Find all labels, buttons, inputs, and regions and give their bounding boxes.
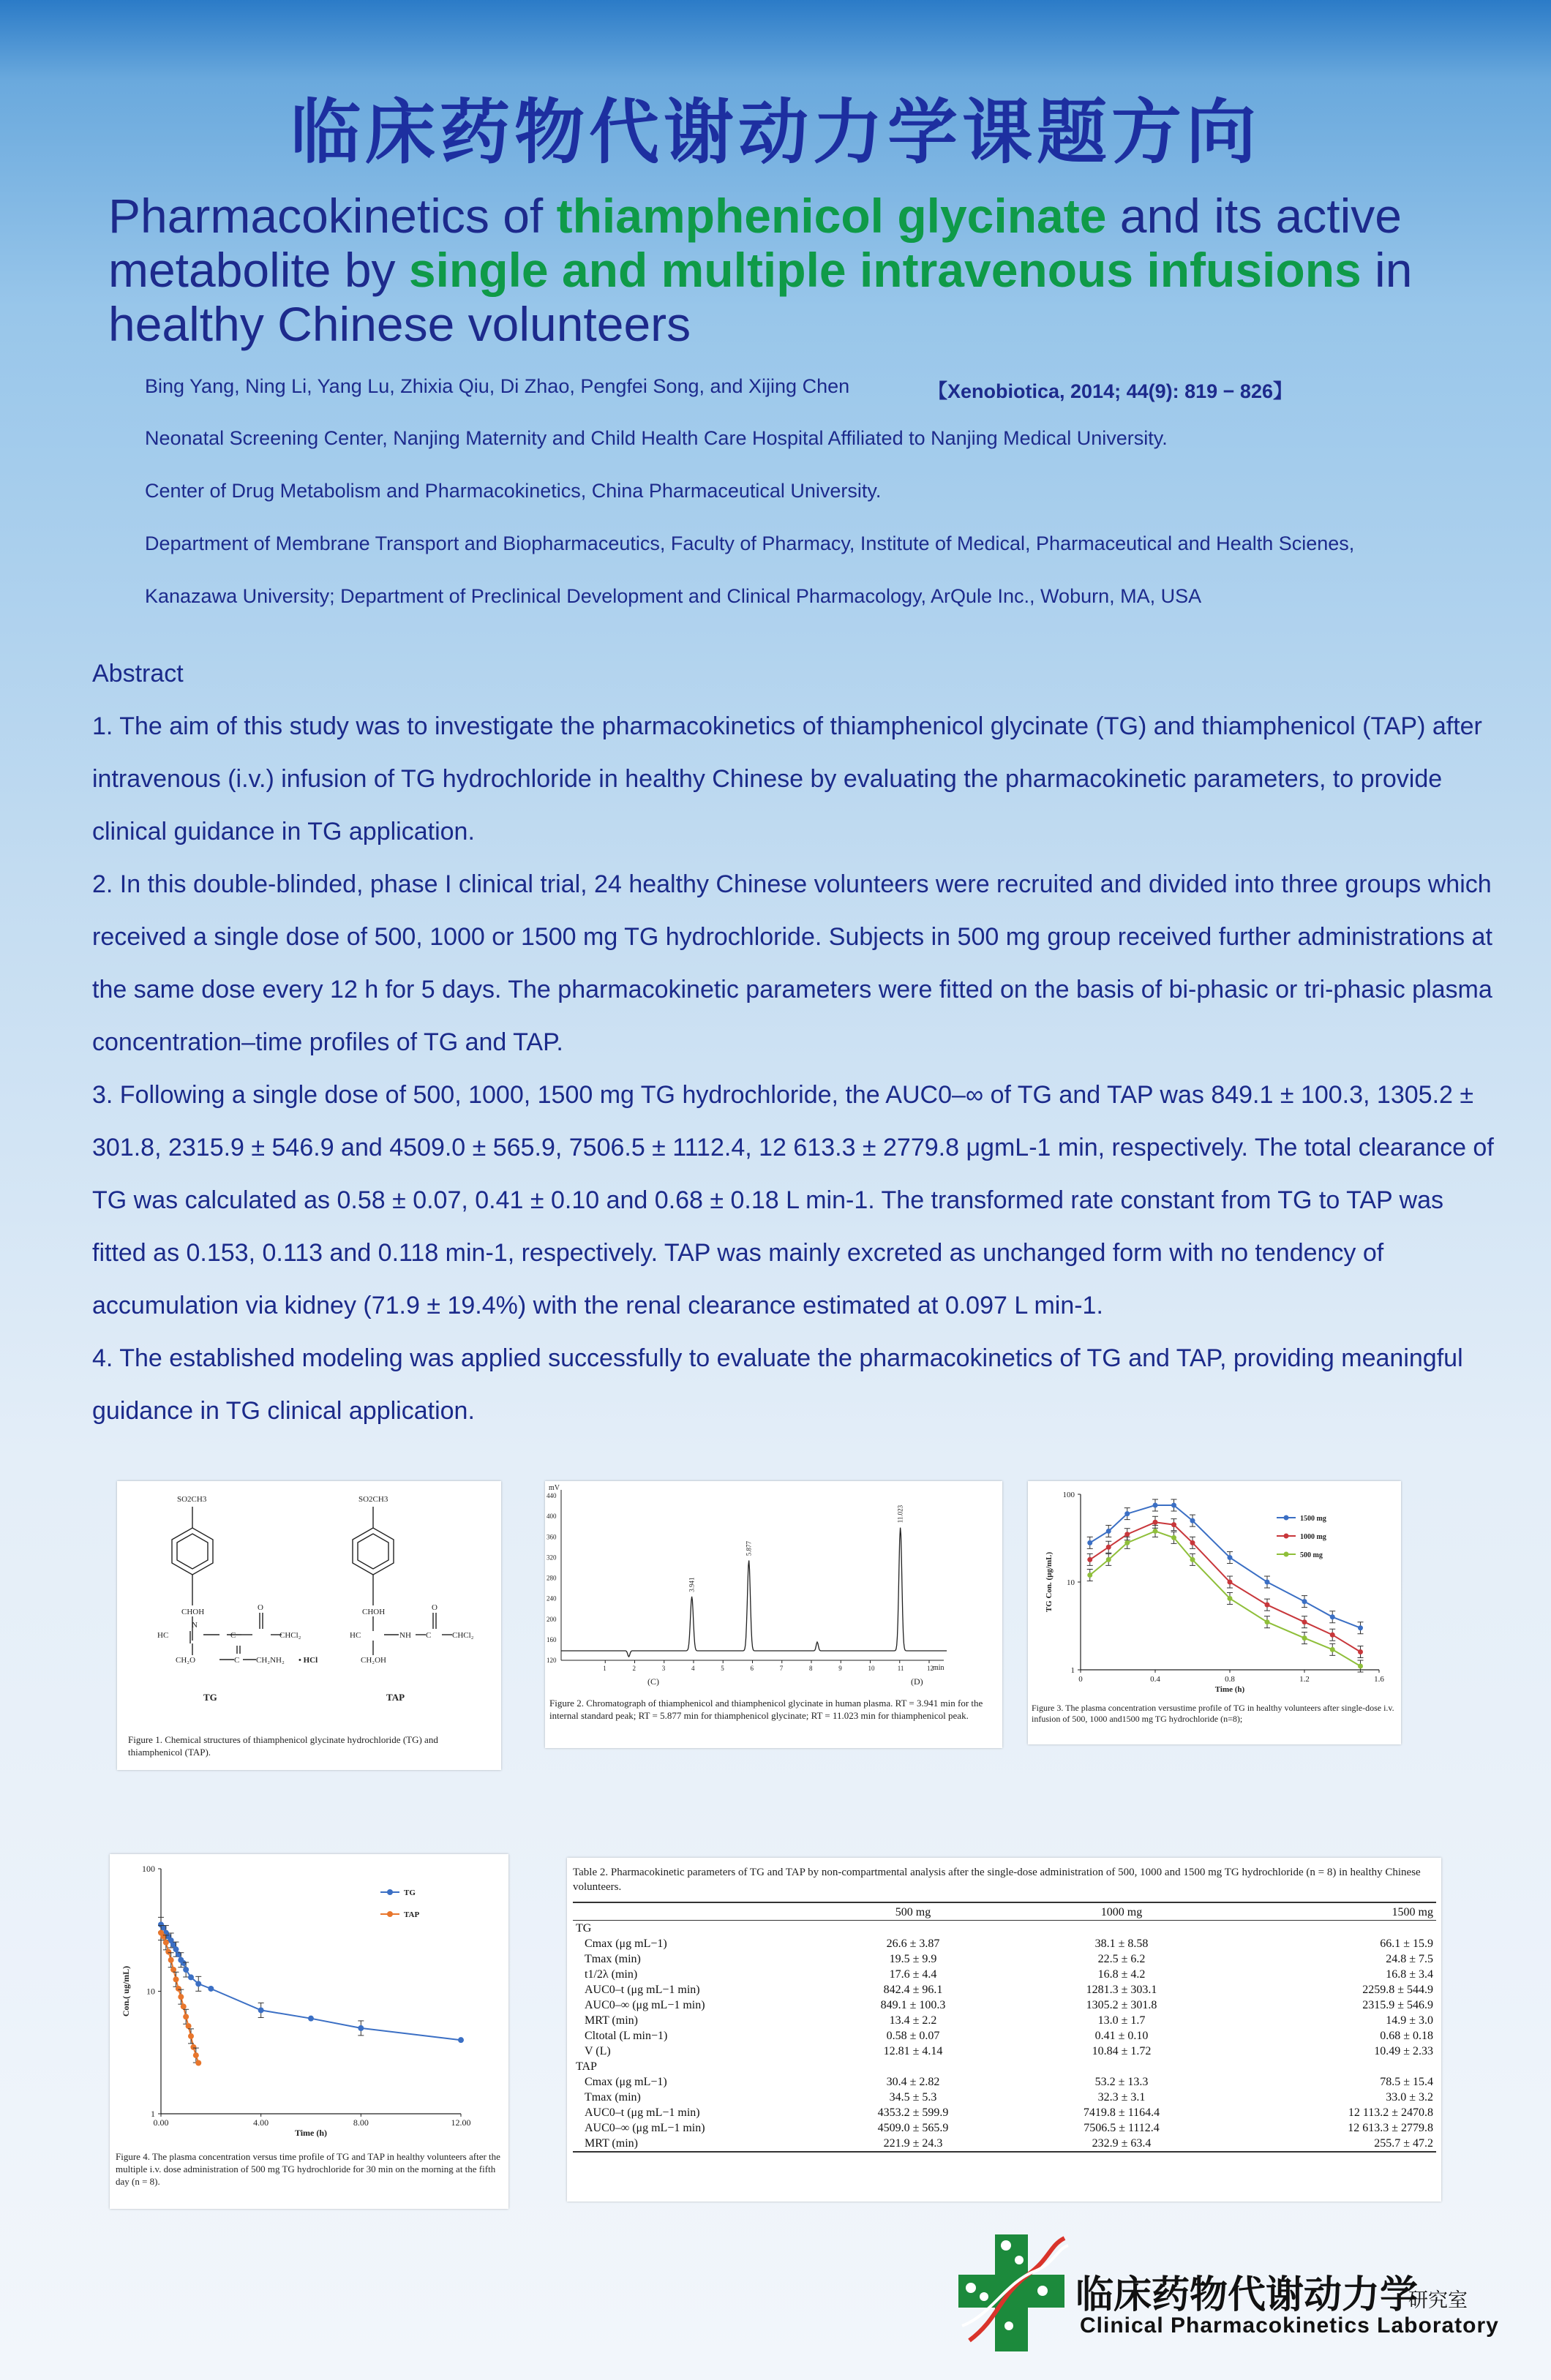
legend-marker	[387, 1911, 393, 1917]
data-point	[1358, 1649, 1363, 1654]
table-row	[573, 2028, 1436, 2044]
data-point	[160, 1934, 166, 1940]
chrom-y-unit: mV	[549, 1484, 560, 1492]
chrom-peak-label: 3.941	[688, 1577, 696, 1592]
figure-2	[545, 1481, 1002, 1748]
table-row	[573, 1936, 1436, 1951]
table-cell: Tmax (min)	[585, 1952, 641, 1965]
chrom-x-tick: 11	[897, 1665, 904, 1672]
abstract-heading: Abstract	[92, 660, 184, 688]
table-cell: 0.41 ± 0.10	[1094, 2029, 1149, 2042]
table-cell: MRT (min)	[585, 2014, 638, 2027]
x-tick-label: 12.00	[451, 2117, 471, 2128]
chrom-y-tick: 240	[547, 1594, 557, 1603]
table-cell: 255.7 ± 47.2	[1374, 2136, 1433, 2150]
legend-marker	[1284, 1552, 1289, 1557]
chrom-x-tick: 3	[661, 1665, 666, 1672]
table-cell: 849.1 ± 100.3	[880, 1998, 946, 2011]
legend-marker	[387, 1889, 393, 1895]
data-point	[1190, 1557, 1195, 1562]
data-point	[186, 2023, 192, 2029]
figure-3	[1028, 1481, 1401, 1744]
figure-3-chart	[1028, 1481, 1401, 1693]
data-point	[181, 2003, 187, 2009]
table-header-cell: 1500 mg	[1392, 1905, 1433, 1918]
y-tick-label: 100	[1062, 1491, 1075, 1499]
chrom-peak-label: 5.877	[745, 1541, 753, 1556]
chrom-x-tick: 9	[838, 1665, 842, 1672]
data-point	[1171, 1522, 1176, 1527]
table-cell: 22.5 ± 6.2	[1097, 1952, 1146, 1965]
data-point	[358, 2025, 364, 2031]
data-point	[1171, 1535, 1176, 1540]
tg-ch2nh2-label: CH₂NH₂	[256, 1656, 285, 1665]
table-cell: 26.6 ± 3.87	[886, 1937, 940, 1950]
table-cell: Tmax (min)	[585, 2090, 641, 2104]
chrom-sublabel-d: (D)	[911, 1676, 923, 1687]
table-cell: 32.3 ± 3.1	[1097, 2090, 1146, 2104]
tap-chcl2-label: CHCl₂	[452, 1631, 474, 1640]
pk-parameters-table	[573, 1905, 1436, 2154]
data-point	[1302, 1599, 1307, 1604]
data-point	[258, 2007, 264, 2013]
table-cell: 38.1 ± 8.58	[1094, 1937, 1149, 1950]
table-header-cell: 1000 mg	[1100, 1905, 1143, 1918]
data-point	[1302, 1619, 1307, 1624]
paper-title	[108, 189, 1498, 351]
chrom-y-tick: 160	[547, 1635, 557, 1643]
chrom-trace	[561, 1528, 947, 1657]
table-cell: MRT (min)	[585, 2136, 638, 2150]
authors: Bing Yang, Ning Li, Yang Lu, Zhixia Qiu, Di Zhao, Pengfei Song, and Xijing Chen	[145, 375, 850, 397]
affiliation-1: Neonatal Screening Center, Nanjing Maternity and Child Health Care Hospital Affiliated to Nanjing Medical University.	[145, 427, 1168, 449]
table-cell: V (L)	[585, 2044, 611, 2057]
y-tick-label: 100	[142, 1864, 155, 1874]
table-cell: 24.8 ± 7.5	[1386, 1952, 1433, 1965]
tap-label: TAP	[386, 1692, 405, 1703]
table-row	[573, 2090, 1436, 2105]
series-line-tg	[161, 1924, 461, 2040]
table-row	[573, 1967, 1436, 1982]
table-cell: Cmax (μg mL−1)	[585, 1937, 667, 1950]
tap-c-label: C	[426, 1631, 432, 1640]
data-point	[165, 1949, 171, 1955]
data-point	[181, 1960, 187, 1966]
data-point	[1228, 1555, 1233, 1560]
chrom-sublabel-c: (C)	[647, 1676, 659, 1687]
data-point	[1330, 1633, 1335, 1638]
table-cell: 78.5 ± 15.4	[1380, 2075, 1433, 2088]
data-point	[188, 2033, 194, 2039]
tap-o-label: O	[432, 1603, 437, 1612]
data-point	[1087, 1540, 1092, 1545]
table-cell: 30.4 ± 2.82	[886, 2075, 940, 2088]
table-cell: 17.6 ± 4.4	[889, 1967, 937, 1981]
table-cell: AUC0–∞ (μg mL−1 min)	[585, 2121, 705, 2134]
table-row	[573, 2105, 1436, 2120]
tg-so2ch3-label: SO2CH3	[177, 1495, 207, 1504]
data-point	[1106, 1529, 1111, 1534]
lab-name-cn: 临床药物代谢动力学	[1075, 2273, 1419, 2317]
table-cell: 13.4 ± 2.2	[889, 2014, 937, 2027]
data-point	[1087, 1557, 1092, 1562]
paper-title-part-3: in healthy Chinese volunteers	[108, 243, 1413, 351]
table-row	[573, 2120, 1436, 2136]
table-group-row	[573, 2059, 1436, 2074]
table-row	[573, 2074, 1436, 2090]
table-cell: AUC0–t (μg mL−1 min)	[585, 1983, 700, 1996]
table-header-cell: 500 mg	[895, 1905, 931, 1918]
legend-label: 500 mg	[1300, 1551, 1323, 1559]
data-point	[1153, 1502, 1158, 1507]
tg-n-label: N	[192, 1621, 198, 1630]
table-cell: 7506.5 ± 1112.4	[1084, 2121, 1160, 2134]
table-cell: t1/2λ (min)	[585, 1967, 638, 1981]
tap-hc-label: HC	[350, 1631, 361, 1640]
chrom-x-tick: 10	[868, 1665, 875, 1672]
lab-name-en: Clinical Pharmacokinetics Laboratory	[1080, 2313, 1499, 2338]
table-cell: AUC0–t (μg mL−1 min)	[585, 2106, 700, 2119]
abstract-paragraph-4: 4. The established modeling was applied successfully to evaluate the pharmacokinetics of TG and TAP, providing meaningful guidance in TG clinical application.	[92, 1344, 1463, 1425]
legend-marker	[1284, 1515, 1289, 1521]
affiliation-2: Center of Drug Metabolism and Pharmacokinetics, China Pharmaceutical University.	[145, 480, 882, 502]
data-point	[308, 2016, 314, 2022]
table-cell: 13.0 ± 1.7	[1097, 2014, 1146, 2027]
table-cell: 14.9 ± 3.0	[1386, 2014, 1433, 2027]
figure-4-caption: Figure 4. The plasma concentration versus time profile of TG and TAP in healthy volunteers after the multiple i.v. dose administration of 500 mg TG hydrochloride for 30 min on the morning at the fifth day (n = 8).	[116, 2151, 500, 2187]
tg-hcl-label: • HCl	[298, 1656, 318, 1665]
paper-title-part-2: and its active metabolite by	[108, 189, 1402, 297]
data-point	[1228, 1580, 1233, 1585]
table-row	[573, 2013, 1436, 2028]
table-cell: 66.1 ± 15.9	[1380, 1937, 1433, 1950]
table-group-label: TG	[576, 1921, 592, 1935]
y-tick-label: 1	[1070, 1666, 1075, 1675]
paper-title-highlight-2: single and multiple intravenous infusions	[408, 243, 1362, 297]
affiliation-4: Kanazawa University; Department of Preclinical Development and Clinical Pharmacology, ArQule Inc., Woburn, MA, USA	[145, 585, 1202, 607]
table-cell: 12.81 ± 4.14	[883, 2044, 943, 2057]
table-2-caption: Table 2. Pharmacokinetic parameters of TG and TAP by non-compartmental analysis after the single-dose administration of 500, 1000 and 1500 mg TG hydrochloride (n = 8) in healthy Chinese volunteers.	[573, 1867, 1421, 1893]
table-cell: 33.0 ± 3.2	[1386, 2090, 1433, 2104]
table-cell: 1305.2 ± 301.8	[1086, 1998, 1157, 2011]
chrom-peak-label: 11.023	[896, 1505, 904, 1524]
tg-chcl2-label: CHCl₂	[279, 1631, 301, 1640]
data-point	[188, 1974, 194, 1980]
data-point	[195, 2060, 201, 2065]
data-point	[183, 2014, 189, 2019]
tap-ch2oh-label: CH₂OH	[361, 1656, 387, 1665]
figure-1	[117, 1481, 501, 1770]
data-point	[1106, 1545, 1111, 1550]
table-cell: 232.9 ± 63.4	[1092, 2136, 1152, 2150]
data-point	[1358, 1625, 1363, 1630]
data-point	[1190, 1540, 1195, 1545]
data-point	[1124, 1540, 1130, 1545]
data-point	[195, 1981, 201, 1987]
data-point	[1087, 1573, 1092, 1578]
data-point	[173, 1976, 179, 1982]
chrom-x-tick: 5	[721, 1665, 724, 1672]
data-point	[1265, 1603, 1270, 1608]
chrom-x-tick: 4	[691, 1665, 695, 1672]
table-cell: Cmax (μg mL−1)	[585, 2075, 667, 2088]
table-row	[573, 2044, 1436, 2059]
table-cell: 19.5 ± 9.9	[889, 1952, 937, 1965]
data-point	[176, 1986, 181, 1992]
data-point	[163, 1940, 169, 1946]
table-cell: 12 613.3 ± 2779.8	[1348, 2121, 1433, 2134]
tap-so2ch3-label: SO2CH3	[358, 1495, 388, 1504]
table-cell: AUC0–∞ (μg mL−1 min)	[585, 1998, 705, 2011]
chrom-y-tick: 320	[547, 1554, 557, 1562]
x-tick-label: 0.4	[1150, 1675, 1160, 1684]
data-point	[190, 2044, 196, 2050]
tap-choh-label: CHOH	[362, 1608, 386, 1616]
chromatogram	[545, 1481, 1002, 1701]
figure-4-chart	[110, 1854, 508, 2150]
y-axis-title: TG Con. (μg/mL)	[1045, 1551, 1054, 1613]
table-cell: 0.58 ± 0.07	[886, 2029, 940, 2042]
abstract-paragraph-2: 2. In this double-blinded, phase I clinical trial, 24 healthy Chinese volunteers were recruited and divided into three groups which received a single dose of 500, 1000 or 1500 mg TG hydrochloride. Subjects in 500 mg group received further administrations at the same dose every 12 h for 5 days. The pharmacokinetic parameters were fitted on the basis of bi-phasic or tri-phasic plasma concentration–time profiles of TG and TAP.	[92, 870, 1492, 1056]
legend-label: 1500 mg	[1300, 1515, 1326, 1523]
chrom-y-tick: 400	[547, 1513, 557, 1521]
chrom-y-tick: 280	[547, 1574, 557, 1582]
data-point	[1330, 1647, 1335, 1652]
legend-label: TG	[404, 1888, 416, 1897]
chrom-x-tick: 7	[779, 1665, 784, 1672]
affiliation-3: Department of Membrane Transport and Biopharmaceutics, Faculty of Pharmacy, Institute of Medical, Pharmaceutical and Health Scienes,	[145, 532, 1355, 554]
y-axis-title: Con.( ug/mL)	[121, 1965, 131, 2017]
table-group-row	[573, 1921, 1436, 1937]
table-cell: 7419.8 ± 1164.4	[1083, 2106, 1160, 2119]
main-title: 临床药物代谢动力学课题方向	[290, 91, 1261, 173]
chrom-x-tick: 8	[809, 1665, 813, 1672]
x-tick-label: 4.00	[253, 2117, 269, 2128]
chrom-x-unit: min	[933, 1664, 945, 1672]
table-cell: 1281.3 ± 303.1	[1086, 1983, 1157, 1996]
x-tick-label: 1.6	[1374, 1675, 1384, 1684]
data-point	[178, 1994, 184, 2000]
paper-title-part-1: Pharmacokinetics of	[108, 189, 557, 243]
data-point	[1124, 1532, 1130, 1537]
x-tick-label: 8.00	[353, 2117, 369, 2128]
tg-label: TG	[203, 1692, 217, 1703]
figure-1-caption: Figure 1. Chemical structures of thiamphenicol glycinate hydrochloride (TG) and thiamphenicol (TAP).	[128, 1734, 438, 1758]
series-line-1500-mg	[1090, 1505, 1361, 1628]
chrom-x-tick: 6	[750, 1665, 754, 1672]
table-cell: 12 113.2 ± 2470.8	[1348, 2106, 1433, 2119]
abstract-paragraph-1: 1. The aim of this study was to investigate the pharmacokinetics of thiamphenicol glycinate (TG) and thiamphenicol (TAP) after intravenous (i.v.) infusion of TG hydrochloride in healthy Chinese by evaluating the pharmacokinetic parameters, to provide clinical guidance in TG application.	[92, 712, 1482, 846]
lab-name-cn-suffix: 研究室	[1408, 2289, 1468, 2312]
data-point	[1190, 1518, 1195, 1524]
tap-nh-label: NH	[399, 1631, 411, 1640]
y-tick-label: 10	[146, 1986, 155, 1997]
data-point	[1106, 1557, 1111, 1562]
tg-o-label: O	[258, 1603, 263, 1612]
abstract-paragraph-3: 3. Following a single dose of 500, 1000, 1500 mg TG hydrochloride, the AUC0–∞ of TG and TAP was 849.1 ± 100.3, 1305.2 ± 301.8, 2315.9 ± 546.9 and 4509.0 ± 565.9, 7506.5 ± 1112.4, 12 613.3 ± 2779.8 μgmL-1 min, respectively. The total clearance of TG was calculated as 0.58 ± 0.07, 0.41 ± 0.10 and 0.68 ± 0.18 L min-1. The transformed rate constant from TG to TAP was fitted as 0.153, 0.113 and 0.118 min-1, respectively. TAP was mainly excreted as unchanged form with no tendency of accumulation via kidney (71.9 ± 19.4%) with the renal clearance estimated at 0.097 L min-1.	[92, 1081, 1494, 1319]
table-cell: 10.49 ± 2.33	[1374, 2044, 1433, 2057]
paper-title-highlight-1: thiamphenicol glycinate	[556, 189, 1107, 243]
table-cell: 842.4 ± 96.1	[883, 1983, 943, 1996]
chemical-structures	[117, 1481, 501, 1722]
x-tick-label: 0	[1078, 1675, 1083, 1684]
figure-4	[110, 1854, 508, 2209]
data-point	[193, 2052, 199, 2058]
data-point	[1265, 1619, 1270, 1624]
x-tick-label: 0.00	[153, 2117, 169, 2128]
chrom-y-tick: 360	[547, 1533, 557, 1541]
legend-label: 1000 mg	[1300, 1533, 1326, 1541]
table-cell: 0.68 ± 0.18	[1380, 2029, 1433, 2042]
table-cell: 4353.2 ± 599.9	[877, 2106, 949, 2119]
chrom-x-tick: 2	[632, 1665, 636, 1672]
tg-choh-label: CHOH	[181, 1608, 205, 1616]
table-cell: 34.5 ± 5.3	[889, 2090, 937, 2104]
data-point	[173, 1946, 179, 1952]
table-row	[573, 1982, 1436, 1997]
tg-ch2o-label: CH₂O	[176, 1656, 196, 1665]
table-row	[573, 1951, 1436, 1967]
table-row	[573, 1997, 1436, 2013]
x-tick-label: 0.8	[1225, 1675, 1235, 1684]
chrom-y-tick: 200	[547, 1615, 557, 1623]
x-tick-label: 1.2	[1299, 1675, 1310, 1684]
lab-logo	[955, 2231, 1072, 2359]
table-cell: 4509.0 ± 565.9	[877, 2121, 949, 2134]
table-cell: 53.2 ± 13.3	[1094, 2075, 1149, 2088]
table-group-label: TAP	[576, 2060, 597, 2073]
data-point	[168, 1957, 174, 1963]
chrom-x-tick: 12	[927, 1665, 934, 1672]
chrom-y-tick: 440	[547, 1492, 557, 1499]
x-axis-title: Time (h)	[1214, 1685, 1245, 1693]
data-point	[1330, 1614, 1335, 1619]
table-cell: 16.8 ± 3.4	[1386, 1967, 1433, 1981]
data-point	[1171, 1502, 1176, 1507]
abstract	[92, 647, 1497, 1437]
table-header-row	[573, 1905, 1436, 1921]
tg-c2-label: C	[234, 1656, 240, 1665]
table-cell: Cltotal (L min−1)	[585, 2029, 668, 2042]
table-header-cell	[573, 1905, 814, 1921]
data-point	[458, 2037, 464, 2043]
tg-hc-label: HC	[157, 1631, 169, 1640]
table-cell: 221.9 ± 24.3	[883, 2136, 943, 2150]
data-point	[1358, 1664, 1363, 1669]
table-bottom-rule	[573, 2152, 1436, 2154]
chrom-x-tick: 1	[603, 1665, 606, 1672]
tg-c-label: C	[230, 1631, 236, 1640]
table-row	[573, 2136, 1436, 2152]
figure-2-caption: Figure 2. Chromatograph of thiamphenicol and thiamphenicol glycinate in human plasma. RT = 3.941 min for the internal standard peak; RT = 5.877 min for thiamphenicol glycinate; RT = 11.023 min for thiamphenicol peak.	[549, 1698, 983, 1721]
table-cell: 2315.9 ± 546.9	[1362, 1998, 1433, 2011]
figure-3-caption: Figure 3. The plasma concentration versustime profile of TG in healthy volunteers after single-dose i.v. infusion of 500, 1000 and1500 mg TG hydrochloride (n=8);	[1032, 1703, 1394, 1724]
chrom-y-tick: 120	[547, 1657, 557, 1664]
data-point	[1124, 1511, 1130, 1516]
table-cell: 16.8 ± 4.2	[1097, 1967, 1146, 1981]
data-point	[1153, 1520, 1158, 1525]
journal-citation: 【Xenobiotica, 2014; 44(9): 819 − 826】	[928, 380, 1293, 402]
data-point	[208, 1986, 214, 1992]
legend-label: TAP	[404, 1910, 420, 1919]
x-axis-title: Time (h)	[294, 2128, 328, 2138]
data-point	[1302, 1635, 1307, 1641]
y-tick-label: 10	[1067, 1578, 1075, 1587]
table-cell: 10.84 ± 1.72	[1092, 2044, 1152, 2057]
legend-marker	[1284, 1534, 1289, 1539]
data-point	[183, 1967, 189, 1973]
data-point	[1265, 1580, 1270, 1585]
table-cell: 2259.8 ± 544.9	[1362, 1983, 1433, 1996]
table-2	[567, 1858, 1441, 2202]
data-point	[1228, 1596, 1233, 1601]
y-tick-label: 1	[151, 2109, 155, 2119]
data-point	[1153, 1529, 1158, 1534]
